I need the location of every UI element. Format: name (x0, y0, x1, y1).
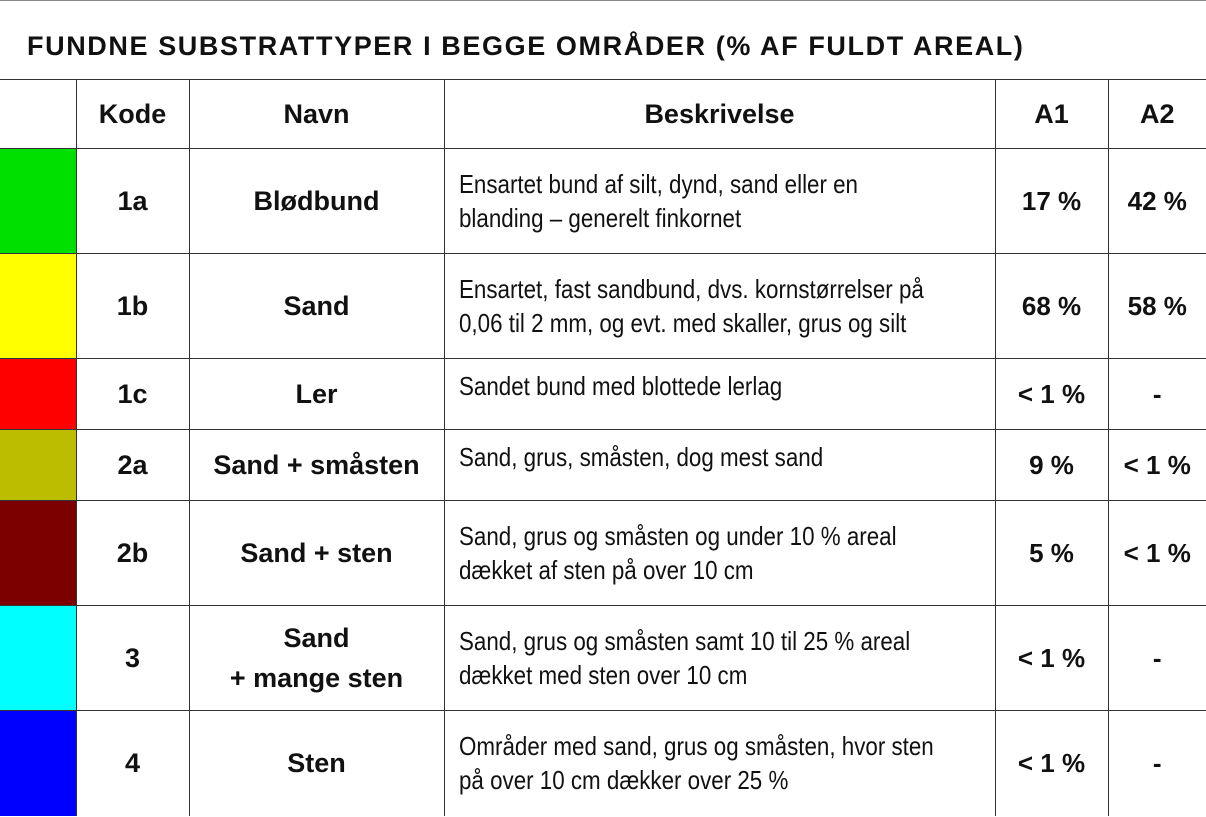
description-cell (444, 430, 995, 501)
a1-cell: 68 % (995, 254, 1108, 359)
name-cell: Sand + småsten (189, 430, 444, 501)
table-title: FUNDNE SUBSTRATTYPER I BEGGE OMRÅDER (% AF FULDT AREAL) (27, 31, 1025, 61)
description-cell (444, 254, 995, 359)
description-line: på over 10 cm dækker over 25 % (458, 765, 788, 796)
description-cell (444, 501, 995, 606)
header-row (0, 80, 1206, 149)
color-swatch (0, 254, 76, 359)
description-line: Ensartet bund af silt, dynd, sand eller en (458, 169, 858, 199)
description-line: Sandet bund med blottede lerlag (458, 371, 782, 401)
description-cell (444, 711, 995, 816)
a1-cell: 17 % (995, 149, 1108, 254)
name-column-header: Navn (189, 80, 444, 149)
a1-column-header: A1 (995, 80, 1108, 149)
description-text (459, 519, 897, 587)
color-swatch (0, 149, 76, 254)
description-text (459, 272, 924, 340)
description-text (459, 167, 858, 235)
description-text (459, 624, 910, 692)
a1-cell: < 1 % (995, 606, 1108, 711)
top-rule (0, 0, 1206, 1)
color-column-header (0, 80, 76, 149)
code-cell: 4 (76, 711, 189, 816)
a2-cell: - (1108, 606, 1206, 711)
a2-cell: 42 % (1108, 149, 1206, 254)
table-row (0, 254, 1206, 359)
description-line: 0,06 til 2 mm, og evt. med skaller, grus og silt (458, 308, 906, 338)
description-cell (444, 606, 995, 711)
description-cell (444, 359, 995, 430)
description-cell (444, 149, 995, 254)
name-cell: Ler (189, 359, 444, 430)
table-row (0, 606, 1206, 711)
description-line: Ensartet, fast sandbund, dvs. kornstørrelser på (458, 274, 924, 304)
description-line: blanding – generelt finkornet (458, 203, 741, 233)
name-cell: Sand (189, 254, 444, 359)
a2-column-header: A2 (1108, 80, 1206, 149)
name-cell: Blødbund (189, 149, 444, 254)
description-text (459, 369, 782, 403)
description-text (459, 440, 823, 474)
table-row (0, 149, 1206, 254)
a2-cell: - (1108, 359, 1206, 430)
a1-cell: 5 % (995, 501, 1108, 606)
code-cell: 2b (76, 501, 189, 606)
color-swatch (0, 606, 76, 711)
table-row (0, 430, 1206, 501)
name-cell: Sand + mange sten (189, 606, 444, 711)
description-text (459, 729, 934, 797)
code-cell: 1a (76, 149, 189, 254)
code-cell: 1c (76, 359, 189, 430)
code-cell: 2a (76, 430, 189, 501)
description-line: Områder med sand, grus og småsten, hvor sten (458, 731, 934, 762)
a1-cell: 9 % (995, 430, 1108, 501)
code-cell: 1b (76, 254, 189, 359)
a2-cell: 58 % (1108, 254, 1206, 359)
name-cell: Sten (189, 711, 444, 816)
code-cell: 3 (76, 606, 189, 711)
a2-cell: < 1 % (1108, 501, 1206, 606)
substrate-table (0, 79, 1206, 816)
table-row (0, 501, 1206, 606)
description-line: dækket med sten over 10 cm (458, 660, 747, 690)
description-line: Sand, grus og småsten samt 10 til 25 % areal (458, 626, 910, 656)
name-cell: Sand + sten (189, 501, 444, 606)
color-swatch (0, 359, 76, 430)
table-row (0, 359, 1206, 430)
code-column-header: Kode (76, 80, 189, 149)
description-line: Sand, grus, småsten, dog mest sand (458, 442, 823, 472)
color-swatch (0, 501, 76, 606)
description-column-header: Beskrivelse (444, 80, 995, 149)
description-line: dækket af sten på over 10 cm (458, 555, 754, 585)
a1-cell: < 1 % (995, 359, 1108, 430)
a1-cell: < 1 % (995, 711, 1108, 816)
a2-cell: - (1108, 711, 1206, 816)
color-swatch (0, 430, 76, 501)
color-swatch (0, 711, 76, 816)
table-row (0, 711, 1206, 816)
description-line: Sand, grus og småsten og under 10 % areal (458, 521, 897, 551)
a2-cell: < 1 % (1108, 430, 1206, 501)
